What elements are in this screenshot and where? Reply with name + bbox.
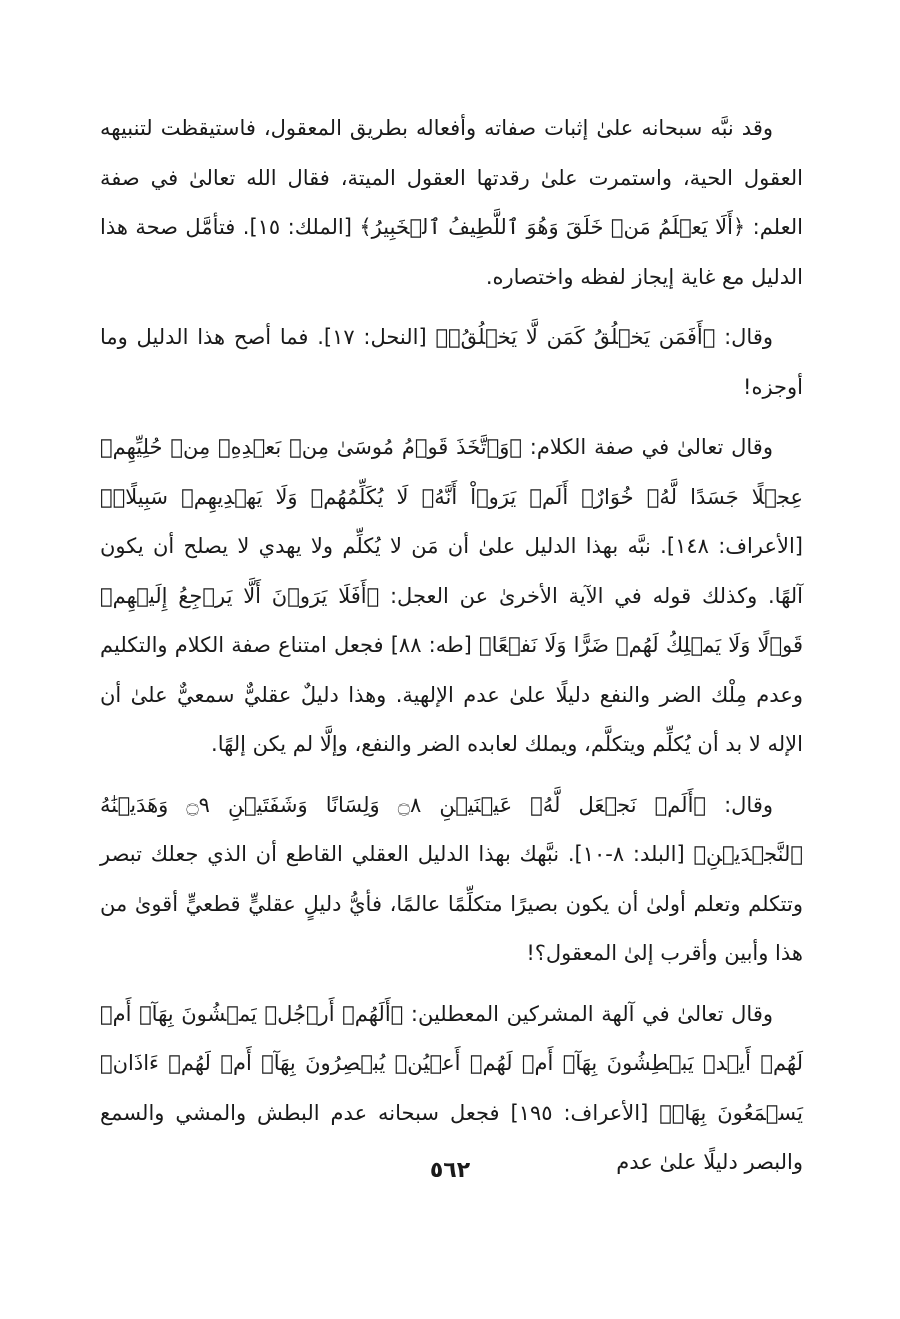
paragraph-1: وقد نبَّه سبحانه علىٰ إثبات صفاته وأفعاله بطريق المعقول، فاستيقظت لتنبيهه العقول الحية، واستمرت علىٰ رقدتها العقول الميتة، فقال الله تعالىٰ في صفة العلم: ﴿أَلَا يَعۡلَمُ مَنۡ خَلَقَ وَهُوَ ٱللَّطِيفُ ٱلۡخَبِيرُ﴾ [الملك: ١٥]. فتأمَّل صحة هذا الدليل مع غاية إيجاز لفظه واختصاره.	[100, 116, 803, 289]
paragraph-2: وقال: ﴿أَفَمَن يَخۡلُقُ كَمَن لَّا يَخۡلُقُۚ﴾ [النحل: ١٧]. فما أصح هذا الدليل وما أوجزه!	[100, 325, 803, 399]
paragraph-4: وقال: ﴿أَلَمۡ نَجۡعَل لَّهُۥ عَيۡنَيۡنِ ۝٨ وَلِسَانًا وَشَفَتَيۡنِ ۝٩ وَهَدَيۡنَٰهُ ٱلنَّجۡدَيۡنِ﴾ [البلد: ٨-١٠]. نبَّهك بهذا الدليل العقلي القاطع أن الذي جعلك تبصر وتتكلم وتعلم أولىٰ أن يكون بصيرًا متكلِّمًا عالمًا، فأيُّ دليلٍ عقليٍّ قطعيٍّ أقوىٰ من هذا وأبين وأقرب إلىٰ المعقول؟!	[100, 792, 804, 965]
page-number: ٥٦٢	[429, 1158, 471, 1183]
paragraph-3: وقال تعالىٰ في صفة الكلام: ﴿وَٱتَّخَذَ قَوۡمُ مُوسَىٰ مِنۢ بَعۡدِهِۦ مِنۡ حُلِيِّهِمۡ عِجۡلًا جَسَدًا لَّهُۥ خُوَارٌۚ أَلَمۡ يَرَوۡاْ أَنَّهُۥ لَا يُكَلِّمُهُمۡ وَلَا يَهۡدِيهِمۡ سَبِيلًاۘ﴾ [الأعراف: ١٤٨]. نبَّه بهذا الدليل علىٰ أن مَن لا يُكلِّم ولا يهدي لا يصلح أن يكون آلهًا. وكذلك قوله في الآية الأخرىٰ عن العجل: ﴿أَفَلَا يَرَوۡنَ أَلَّا يَرۡجِعُ إِلَيۡهِمۡ قَوۡلًا وَلَا يَمۡلِكُ لَهُمۡ ضَرًّا وَلَا نَفۡعًا﴾ [طه: ٨٨] فجعل امتناع صفة الكلام والتكليم وعدم مِلْك الضر والنفع دليلًا علىٰ عدم الإلهية. وهذا دليلٌ عقليٌّ سمعيٌّ علىٰ أن الإله لا بد أن يُكلِّم ويتكلَّم، ويملك لعابده الضر والنفع، وإلَّا لم يكن إلهًا.	[100, 435, 803, 756]
body-text	[100, 104, 803, 1199]
paragraph-5: وقال تعالىٰ في آلهة المشركين المعطلين: ﴿أَلَهُمۡ أَرۡجُلٞ يَمۡشُونَ بِهَآۖ أَمۡ لَهُمۡ أَيۡدٖ يَبۡطِشُونَ بِهَآۖ أَمۡ لَهُمۡ أَعۡيُنٞ يُبۡصِرُونَ بِهَآۖ أَمۡ لَهُمۡ ءَاذَانٞ يَسۡمَعُونَ بِهَاۗ﴾ [الأعراف: ١٩٥] فجعل سبحانه عدم البطش والمشي والسمع والبصر دليلًا علىٰ عدم	[100, 1001, 803, 1174]
